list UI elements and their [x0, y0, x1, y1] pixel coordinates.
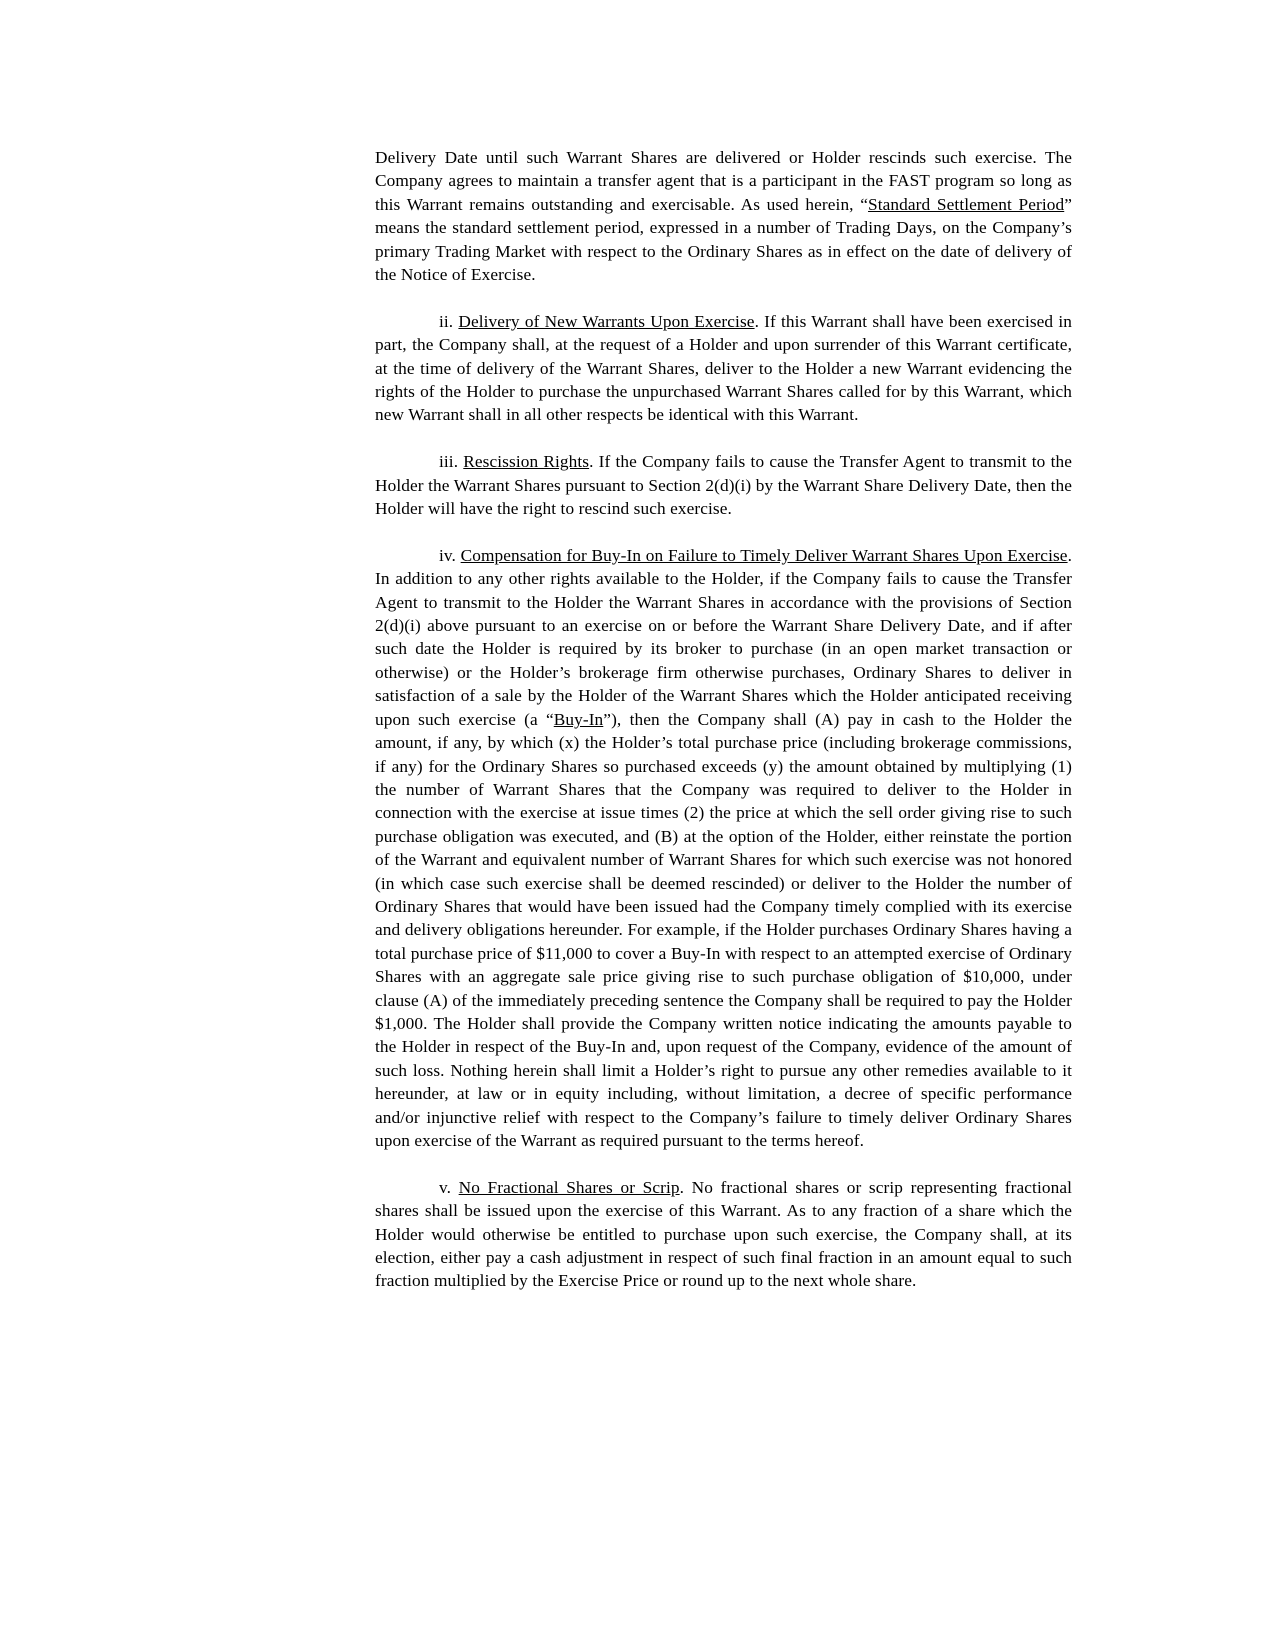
text-run: iv.	[439, 545, 461, 565]
paragraph-v-no-fractional-shares	[375, 1176, 1072, 1293]
text-run: . If this Warrant shall have been exercised in part, the Company shall, at the request of a Holder and upon surrender of this Warrant certificate, at the time of delivery of the Warrant Shares, deliver to the Holder a new Warrant evidencing the rights of the Holder to purchase the unpurchased Warrant Shares called for by this Warrant, which new Warrant shall in all other respects be identical with this Warrant.	[375, 311, 1072, 425]
paragraph-iv-compensation-for-buy-in	[375, 544, 1072, 1153]
text-run: v.	[439, 1177, 459, 1197]
text-run: ”), then the Company shall (A) pay in cash to the Holder the amount, if any, by which (x) the Holder’s total purchase price (including brokerage commissions, if any) for the Ordinary Shares so purchased exceeds (y) the amount obtained by multiplying (1) the number of Warrant Shares that the Company was required to deliver to the Holder in connection with the exercise at issue times (2) the price at which the sell order giving rise to such purchase obligation was executed, and (B) at the option of the Holder, either reinstate the portion of the Warrant and equivalent number of Warrant Shares for which such exercise was not honored (in which case such exercise shall be deemed rescinded) or deliver to the Holder the number of Ordinary Shares that would have been issued had the Company timely complied with its exercise and delivery obligations hereunder. For example, if the Holder purchases Ordinary Shares having a total purchase price of $11,000 to cover a Buy-In with respect to an attempted exercise of Ordinary Shares with an aggregate sale price giving rise to such purchase obligation of $10,000, under clause (A) of the immediately preceding sentence the Company shall be required to pay the Holder $1,000. The Holder shall provide the Company written notice indicating the amounts payable to the Holder in respect of the Buy-In and, upon request of the Company, evidence of the amount of such loss. Nothing herein shall limit a Holder’s right to pursue any other remedies available to it hereunder, at law or in equity including, without limitation, a decree of specific performance and/or injunctive relief with respect to the Company’s failure to timely deliver Ordinary Shares upon exercise of the Warrant as required pursuant to the terms hereof.	[375, 709, 1072, 1151]
underlined-text-run: Rescission Rights	[463, 452, 590, 472]
underlined-text-run: Compensation for Buy-In on Failure to Timely Deliver Warrant Shares Upon Exercise	[460, 545, 1068, 565]
text-run: . In addition to any other rights available to the Holder, if the Company fails to cause the Transfer Agent to transmit to the Holder the Warrant Shares in accordance with the provisions of Section 2(d)(i) above pursuant to an exercise on or before the Warrant Share Delivery Date, and if after such date the Holder is required by its broker to purchase (in an open market transaction or otherwise) or the Holder’s brokerage firm otherwise purchases, Ordinary Shares to deliver in satisfaction of a sale by the Holder of the Warrant Shares which the Holder anticipated receiving upon such exercise (a “	[375, 545, 1072, 729]
underlined-text-run: No Fractional Shares or Scrip	[458, 1177, 680, 1197]
paragraph-continuation	[375, 146, 1072, 286]
text-run: . If the Company fails to cause the Transfer Agent to transmit to the Holder the Warrant Shares pursuant to Section 2(d)(i) by the Warrant Share Delivery Date, then the Holder will have the right to rescind such exercise.	[375, 452, 1072, 519]
text-run: ii.	[439, 311, 459, 331]
underlined-text-run: Buy-In	[553, 709, 604, 729]
text-run: ” means the standard settlement period, expressed in a number of Trading Days, on the Company’s primary Trading Market with respect to the Ordinary Shares as in effect on the date of delivery of the Notice of Exercise.	[375, 194, 1073, 285]
text-run: iii.	[439, 452, 464, 472]
text-run: Delivery Date until such Warrant Shares are delivered or Holder rescinds such exercise. The Company agrees to maintain a transfer agent that is a participant in the FAST program so long as this Warrant remains outstanding and exercisable. As used herein, “	[375, 148, 1072, 214]
paragraph-iii-rescission-rights	[375, 450, 1072, 520]
underlined-text-run: Delivery of New Warrants Upon Exercise	[458, 311, 755, 331]
document-body	[375, 146, 1072, 1316]
text-run: . No fractional shares or scrip representing fractional shares shall be issued upon the exercise of this Warrant. As to any fraction of a share which the Holder would otherwise be entitled to purchase upon such exercise, the Company shall, at its election, either pay a cash adjustment in respect of such final fraction in an amount equal to such fraction multiplied by the Exercise Price or round up to the next whole share.	[375, 1177, 1073, 1291]
paragraph-ii-delivery-of-new-warrants	[375, 310, 1072, 427]
underlined-text-run: Standard Settlement Period	[868, 194, 1065, 214]
